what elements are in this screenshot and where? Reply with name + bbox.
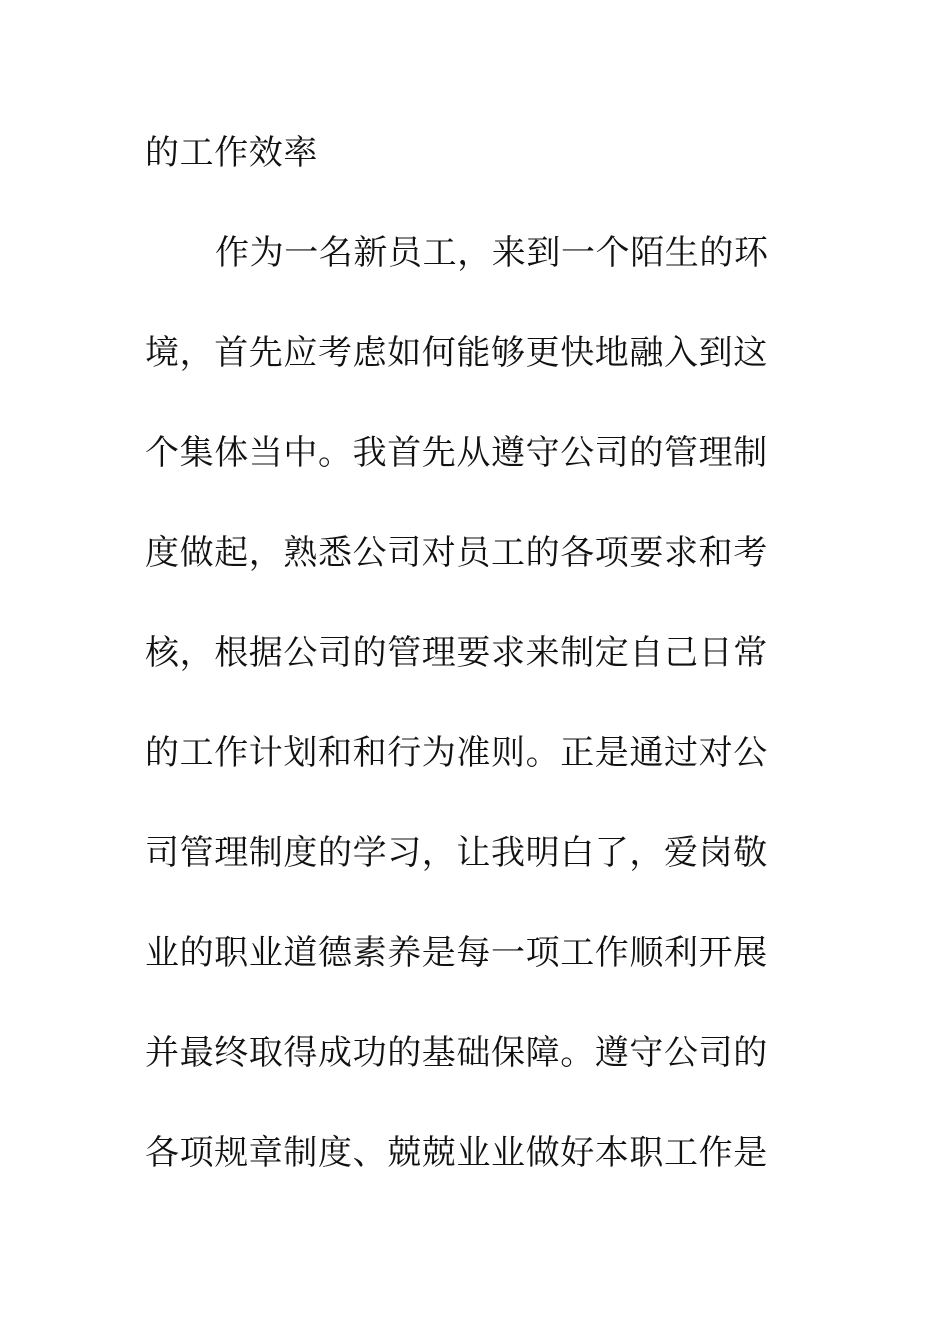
text-line-9: 业的职业道德素养是每一项工作顺利开展 xyxy=(145,933,768,973)
text-line-7: 的工作计划和和行为准则。正是通过对公 xyxy=(145,733,768,773)
body-text xyxy=(145,122,785,1222)
text-line-8: 司管理制度的学习，让我明白了，爱岗敬 xyxy=(145,833,768,873)
text-line-11: 各项规章制度、兢兢业业做好本职工作是 xyxy=(145,1133,768,1173)
text-line-10: 并最终取得成功的基础保障。遵守公司的 xyxy=(145,1033,768,1073)
text-line-6: 核，根据公司的管理要求来制定自己日常 xyxy=(145,633,768,673)
text-line-1: 的工作效率 xyxy=(145,133,318,173)
text-line-5: 度做起，熟悉公司对员工的各项要求和考 xyxy=(145,533,768,573)
text-line-3: 境，首先应考虑如何能够更快地融入到这 xyxy=(145,333,768,373)
text-line-2: 作为一名新员工，来到一个陌生的环 xyxy=(215,233,769,273)
text-line-4: 个集体当中。我首先从遵守公司的管理制 xyxy=(145,433,768,473)
